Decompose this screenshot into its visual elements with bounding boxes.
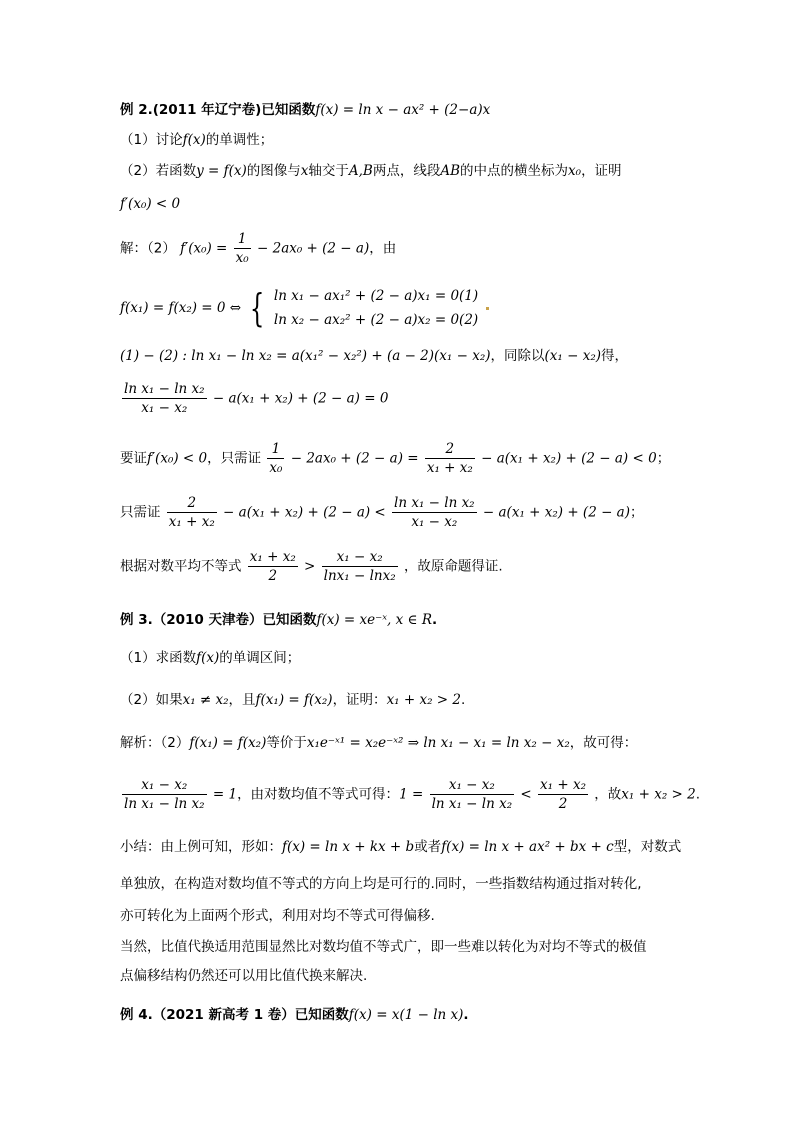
example-2-conclusion: f′(x₀) < 0 [120,196,181,212]
summary-line-2: 单独放，在构造对数均值不等式的方向上均是可行的.同时，一些指数结构通过指对转化, [120,876,642,892]
example-2-need-to-prove-2: 只需证 $\frac{2}{\text{x₁ + x₂}}$ − a(x₁ + x₂) + (2 − a) < $\frac{\text{ln x₁ − ln x₂}}{\text{x₁ − x₂}}$ − a(x₁ + x₂) + (2 − a)； [120,495,644,530]
example-2-question-1: （1）讨论f(x)的单调性； [120,132,274,148]
fraction: $\frac{\text{x₁ + x₂}}{2}$ [249,549,296,584]
equation-system: ln x₁ − ax₁² + (2 − a)x₁ = 0(1) ln x₂ − ax₂² + (2 − a)x₂ = 0(2) [273,288,479,328]
example-2-function: f(x) = ln x − ax² + (2−a)x [315,102,491,118]
summary-line-4: 当然，比值代换适用范围显然比对数均值不等式广，即一些难以转化为对均不等式的极值 [120,939,647,955]
example-3-function: f(x) = xe⁻ˣ, x ∈ R [316,612,432,628]
summary-line-1: 小结：由上例可知，形如：f(x) = ln x + kx + b或者f(x) = ln x + ax² + bx + c型，对数式 [120,839,682,855]
left-brace: { [250,286,265,330]
example-3-solution: 解析：（2）f(x₁) = f(x₂)等价于x₁e⁻ˣ¹ = x₂e⁻ˣ² ⇒ ln x₁ − x₁ = ln x₂ − x₂，故可得： [120,735,638,751]
fraction: $\frac{\text{x₁ − x₂}}{\text{lnx₁ − lnx₂}}$ [323,549,396,584]
example-3-title: 例 3.（2010 天津卷）已知函数f(x) = xe⁻ˣ, x ∈ R. [120,612,438,628]
fraction: $\frac{\text{ln x₁ − ln x₂}}{\text{x₁ − x₂}}$ [394,495,475,530]
example-3-heading: 例 3.（2010 天津卷）已知函数 [120,612,317,628]
fraction: $\frac{\text{ln x₁ − ln x₂}}{\text{x₁ − x₂}}$ [124,381,205,416]
fraction: $\frac{2}{\text{x₁ + x₂}}$ [426,441,473,476]
example-3-result: $\frac{\text{x₁ − x₂}}{\text{ln x₁ − ln x₂}}$ = 1，由对数均值不等式可得：1 = $\frac{\text{x₁ − x₂}}{\text{ln x₁ − ln x₂}}$ < $\frac{\text{x₁ + x₂}}{2}$ ，故x₁ + x₂ > 2. [124,777,701,812]
fraction: $\frac{2}{\text{x₁ + x₂}}$ [168,495,215,530]
example-2-question-2: （2）若函数y = f(x)的图像与x轴交于A,B两点，线段AB的中点的横坐标为x₀，证明 [120,163,622,179]
example-2-system: f(x₁) = f(x₂) = 0 ⇔ { ln x₁ − ax₁² + (2 − a)x₁ = 0(1) ln x₂ − ax₂² + (2 − a)x₂ = 0(2) [120,284,489,332]
decorative-dot [486,307,489,310]
example-3-question-2: （2）如果x₁ ≠ x₂，且f(x₁) = f(x₂)，证明：x₁ + x₂ > 2. [120,692,466,708]
fraction: $\frac{\text{x₁ − x₂}}{\text{ln x₁ − ln x₂}}$ [124,777,205,812]
summary-line-3: 亦可转化为上面两个形式，利用对均不等式可得偏移. [120,908,435,924]
example-2-log-mean-inequality: 根据对数平均不等式 $\frac{\text{x₁ + x₂}}{2}$ > $\frac{\text{x₁ − x₂}}{\text{lnx₁ − lnx₂}}$ ，故原命题得证. [120,549,503,584]
fraction: $\frac{1}{\text{x₀}}$ [269,441,283,476]
example-3-question-1: （1）求函数f(x)的单调区间； [120,650,301,666]
example-2-title [120,100,490,120]
fraction: $\frac{\text{x₁ − x₂}}{\text{ln x₁ − ln x₂}}$ [431,777,513,812]
example-4-title: 例 4.（2021 新高考 1 卷）已知函数f(x) = x(1 − ln x). [120,1007,469,1023]
fraction: $\frac{1}{\text{x₀}}$ [235,231,249,266]
example-2-heading: 例 2.(2011 年辽宁卷)已知函数 [120,102,316,118]
summary-line-5: 点偏移结构仍然还可以用比值代换来解决. [120,968,368,984]
example-2-need-to-prove-1: 要证f′(x₀) < 0，只需证 $\frac{1}{\text{x₀}}$ − 2ax₀ + (2 − a) = $\frac{2}{\text{x₁ + x₂}}$ − a(x₁ + x₂) + (2 − a) < 0； [120,441,671,476]
example-2-difference: (1) − (2) : ln x₁ − ln x₂ = a(x₁² − x₂²) + (a − 2)(x₁ − x₂)，同除以(x₁ − x₂)得， [120,348,628,364]
example-2-equation: $\frac{\text{ln x₁ − ln x₂}}{\text{x₁ − x₂}}$ − a(x₁ + x₂) + (2 − a) = 0 [124,381,389,416]
example-4-function: f(x) = x(1 − ln x) [348,1007,464,1023]
fraction: $\frac{\text{x₁ + x₂}}{2}$ [540,777,586,812]
example-2-solution-line: 解：（2） f′(x₀) = $\frac{1}{\text{x₀}}$ − 2ax₀ + (2 − a)，由 [120,231,397,266]
example-4-heading: 例 4.（2021 新高考 1 卷）已知函数 [120,1007,349,1023]
